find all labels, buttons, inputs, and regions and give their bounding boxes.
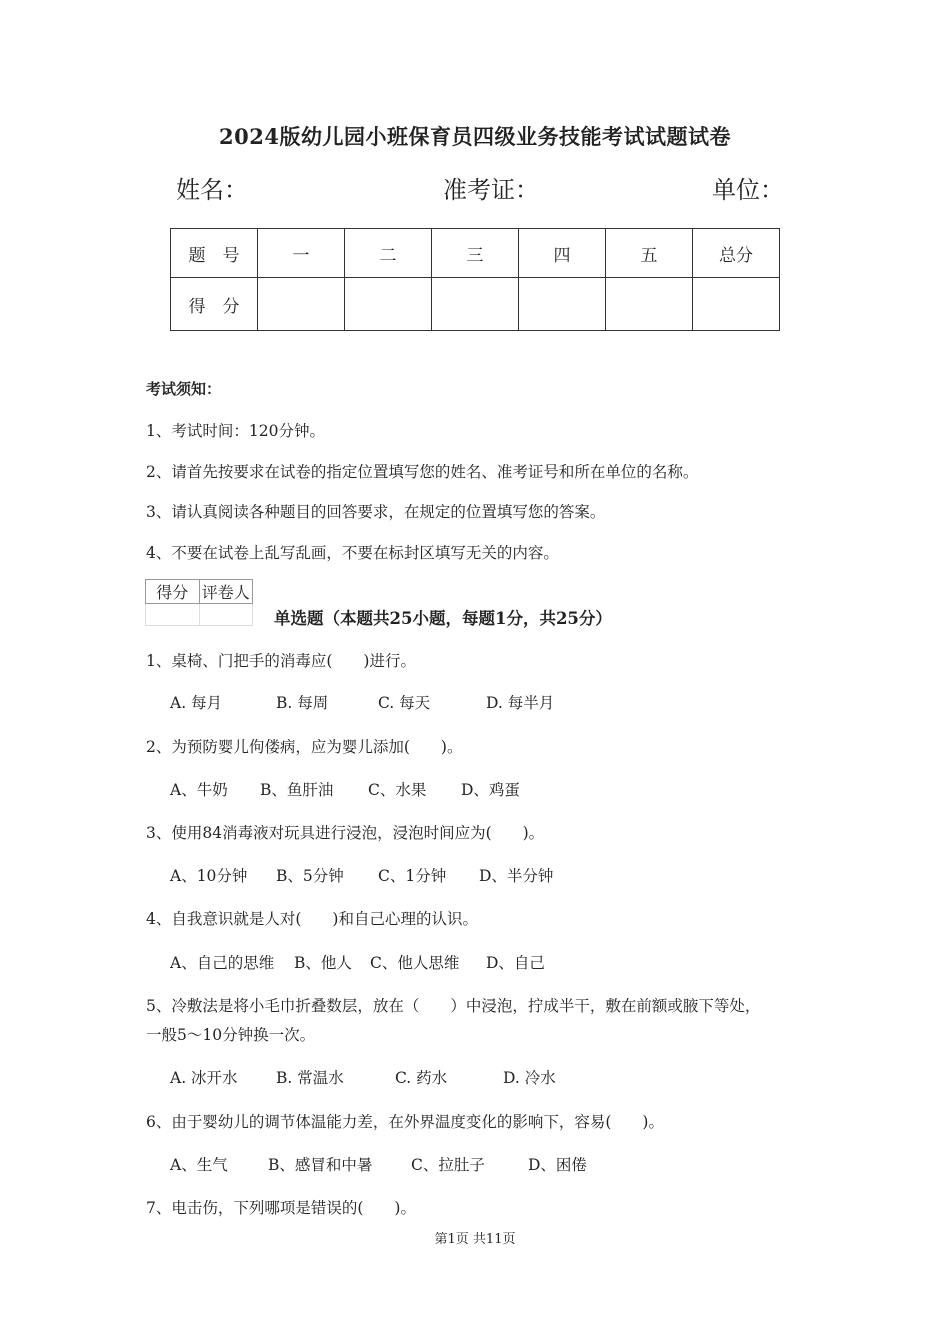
score-header-cell: 三 (432, 229, 519, 278)
option[interactable]: C、水果 (368, 781, 427, 799)
option[interactable]: D、自己 (486, 954, 545, 972)
score-header-cell: 二 (345, 229, 432, 278)
option[interactable]: B、感冒和中暑 (268, 1156, 373, 1174)
question-text: 5、冷敷法是将小毛巾折叠数层，放在（ ）中浸泡，拧成半干，敷在前额或腋下等处， (146, 997, 761, 1015)
option[interactable]: B、5分钟 (276, 867, 344, 885)
score-header-cell: 五 (606, 229, 693, 278)
unit-label: 单位： (712, 176, 784, 204)
notice-heading: 考试须知： (146, 380, 222, 398)
grader-table (145, 579, 253, 626)
option[interactable]: A. 每月 (170, 694, 223, 712)
score-cell[interactable] (693, 278, 780, 331)
option[interactable]: D. 冷水 (503, 1069, 556, 1087)
score-header-cell: 总分 (693, 229, 780, 278)
score-cell[interactable] (519, 278, 606, 331)
question-text-continued: 一般5～10分钟换一次。 (146, 1026, 316, 1044)
question-text: 6、由于婴幼儿的调节体温能力差，在外界温度变化的影响下，容易( )。 (146, 1113, 664, 1131)
option[interactable]: D、半分钟 (479, 867, 554, 885)
question-text: 4、自我意识就是人对( )和自己心理的认识。 (146, 910, 478, 928)
option[interactable]: D. 每半月 (486, 694, 555, 712)
option[interactable]: C、他人思维 (370, 954, 460, 972)
option[interactable]: B. 每周 (276, 694, 329, 712)
option[interactable]: C、拉肚子 (411, 1156, 485, 1174)
option[interactable]: D、困倦 (528, 1156, 587, 1174)
score-header-cell: 题 号 (171, 229, 258, 278)
option[interactable]: C、1分钟 (378, 867, 447, 885)
option[interactable]: A、生气 (170, 1156, 228, 1174)
option[interactable]: C. 每天 (378, 694, 431, 712)
option[interactable]: B、鱼肝油 (260, 781, 334, 799)
question-text: 1、桌椅、门把手的消毒应( )进行。 (146, 652, 416, 670)
option[interactable]: B、他人 (294, 954, 352, 972)
grader-score-cell[interactable] (146, 604, 200, 626)
option[interactable]: A、牛奶 (170, 781, 228, 799)
question-text: 3、使用84消毒液对玩具进行浸泡，浸泡时间应为( )。 (146, 824, 545, 842)
grader-score-label: 得分 (146, 580, 200, 604)
option[interactable]: B. 常温水 (276, 1069, 344, 1087)
notice-item: 2、请首先按要求在试卷的指定位置填写您的姓名、准考证号和所在单位的名称。 (146, 463, 699, 481)
score-header-cell: 四 (519, 229, 606, 278)
score-cell[interactable] (345, 278, 432, 331)
section-title: 单选题（本题共25小题，每题1分，共25分） (274, 609, 612, 628)
score-row-label: 得 分 (171, 278, 258, 331)
question-text: 2、为预防婴儿佝偻病，应为婴儿添加( )。 (146, 738, 463, 756)
option[interactable]: A、10分钟 (170, 867, 248, 885)
option[interactable]: A. 冰开水 (170, 1069, 238, 1087)
question-text: 7、电击伤，下列哪项是错误的( )。 (146, 1199, 416, 1217)
page-footer: 第1页 共11页 (434, 1232, 516, 1247)
name-label: 姓名： (176, 176, 248, 204)
score-cell[interactable] (432, 278, 519, 331)
exam-title: 2024版幼儿园小班保育员四级业务技能考试试题试卷 (219, 124, 731, 149)
score-cell[interactable] (258, 278, 345, 331)
option[interactable]: C. 药水 (395, 1069, 448, 1087)
ticket-label: 准考证： (443, 176, 539, 204)
grader-name-cell[interactable] (199, 604, 253, 626)
notice-item: 4、不要在试卷上乱写乱画，不要在标封区填写无关的内容。 (146, 544, 559, 562)
option[interactable]: D、鸡蛋 (461, 781, 520, 799)
notice-item: 3、请认真阅读各种题目的回答要求，在规定的位置填写您的答案。 (146, 503, 606, 521)
option[interactable]: A、自己的思维 (170, 954, 275, 972)
score-cell[interactable] (606, 278, 693, 331)
score-header-cell: 一 (258, 229, 345, 278)
grader-name-label: 评卷人 (199, 580, 253, 604)
notice-item: 1、考试时间：120分钟。 (146, 422, 325, 440)
score-table (170, 228, 780, 331)
